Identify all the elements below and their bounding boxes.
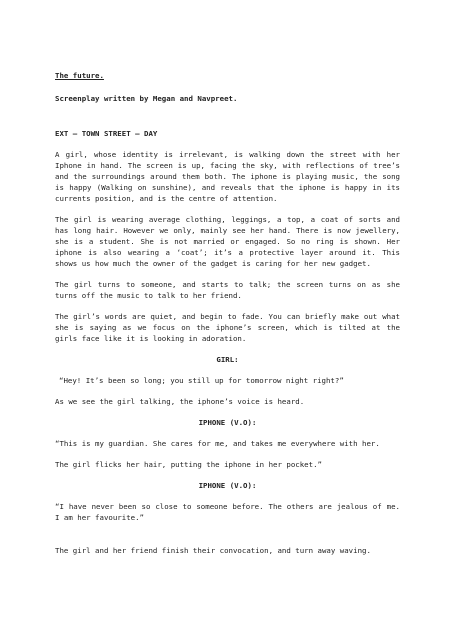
action-paragraph-3: The girl turns to someone, and starts to talk; the screen turns on as she turns off the music to talk to her friend. bbox=[55, 280, 400, 300]
action-paragraph-6: The girl and her friend finish their convocation, and turn away waving. bbox=[55, 546, 371, 555]
screenplay-title: The future. bbox=[55, 71, 104, 80]
dialogue-iphone-2: “I have never been so close to someone before. The others are jealous of me. I am her favourite.” bbox=[55, 502, 400, 522]
spacer bbox=[55, 533, 400, 545]
action-paragraph-5: As we see the girl talking, the iphone’s voice is heard. bbox=[55, 397, 305, 406]
action-paragraph-4: The girl’s words are quiet, and begin to fade. You can briefly make out what she is saying as we focus on the iphone’s screen, which is tilted at the girls face like it is looking in adoration. bbox=[55, 312, 400, 343]
screenplay-body bbox=[55, 70, 400, 566]
action-paragraph-1: A girl, whose identity is irrelevant, is walking down the street with her Iphone in hand. The screen is up, facing the sky, with reflections of tree’s and the surroundings around them both. The iphone is playing music, the song is happy (Walking on sunshine), and reveals that the iphone is happy in its currents position, and is the centre of attention. bbox=[55, 150, 400, 203]
dialogue-iphone-1b: The girl flicks her hair, putting the iphone in her pocket.” bbox=[55, 460, 322, 469]
scene-heading: EXT – TOWN STREET – DAY bbox=[55, 129, 158, 138]
dialogue-girl: “Hey! It’s been so long; you still up for tomorrow night right?” bbox=[59, 376, 344, 385]
dialogue-iphone-1a: “This is my guardian. She cares for me, and takes me everywhere with her. bbox=[55, 439, 380, 448]
action-paragraph-2: The girl is wearing average clothing, leggings, a top, a coat of sorts and has long hair. However we only, mainly see her hand. There is now jewellery, she is a student. She is not married or engaged. So no ring is shown. Her iphone is also wearing a ‘coat’; it’s a protective layer around it. This shows us how much the owner of the gadget is caring for her new gadget. bbox=[55, 215, 400, 268]
screenplay-credit: Screenplay written by Megan and Navpreet. bbox=[55, 94, 238, 103]
character-name-iphone-1: IPHONE (V.O): bbox=[198, 418, 257, 427]
character-name-iphone-2: IPHONE (V.O): bbox=[198, 481, 257, 490]
character-name-girl: GIRL: bbox=[216, 355, 239, 364]
